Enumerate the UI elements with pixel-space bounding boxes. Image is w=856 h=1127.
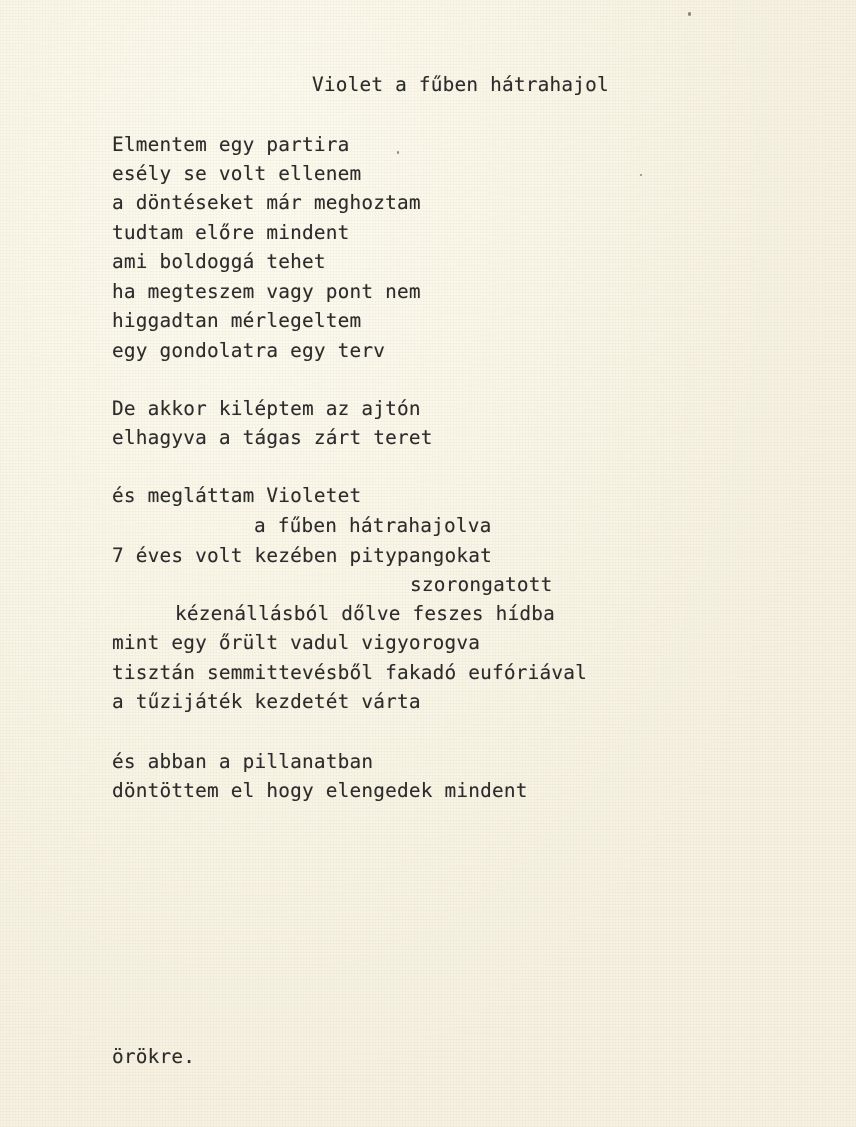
poem-ending: örökre. xyxy=(112,1045,196,1068)
poem-line: és abban a pillanatban xyxy=(112,750,374,773)
poem-line: kézenállásból dőlve feszes hídba xyxy=(175,602,555,625)
poem-line: a fűben hátrahajolva xyxy=(254,514,492,537)
poem-line: tudtam előre mindent xyxy=(112,221,350,244)
poem-line: a tűzijáték kezdetét várta xyxy=(112,690,421,713)
paper-speck xyxy=(688,12,691,16)
poem-line: mint egy őrült vadul vigyorogva xyxy=(112,631,481,654)
poem-line: esély se volt ellenem xyxy=(112,162,362,185)
poem-line: döntöttem el hogy elengedek mindent xyxy=(112,779,528,802)
paper-speck xyxy=(397,151,399,154)
poem-line: 7 éves volt kezében pitypangokat xyxy=(112,544,492,567)
poem-line: De akkor kiléptem az ajtón xyxy=(112,397,421,420)
poem-line: ha megteszem vagy pont nem xyxy=(112,280,421,303)
poem-line: elhagyva a tágas zárt teret xyxy=(112,426,433,449)
poem-line: higgadtan mérlegeltem xyxy=(112,309,362,332)
poem-line: szorongatott xyxy=(410,573,553,596)
poem-line: ami boldoggá tehet xyxy=(112,250,326,273)
poem-line: egy gondolatra egy terv xyxy=(112,339,386,362)
poem-title: Violet a fűben hátrahajol xyxy=(312,73,609,96)
poem-line: a döntéseket már meghoztam xyxy=(112,191,421,214)
poem-line: Elmentem egy partira xyxy=(112,133,350,156)
poem-line: és megláttam Violetet xyxy=(112,484,362,507)
paper-speck xyxy=(640,174,642,176)
poem-line: tisztán semmittevésből fakadó eufóriával xyxy=(112,661,587,684)
